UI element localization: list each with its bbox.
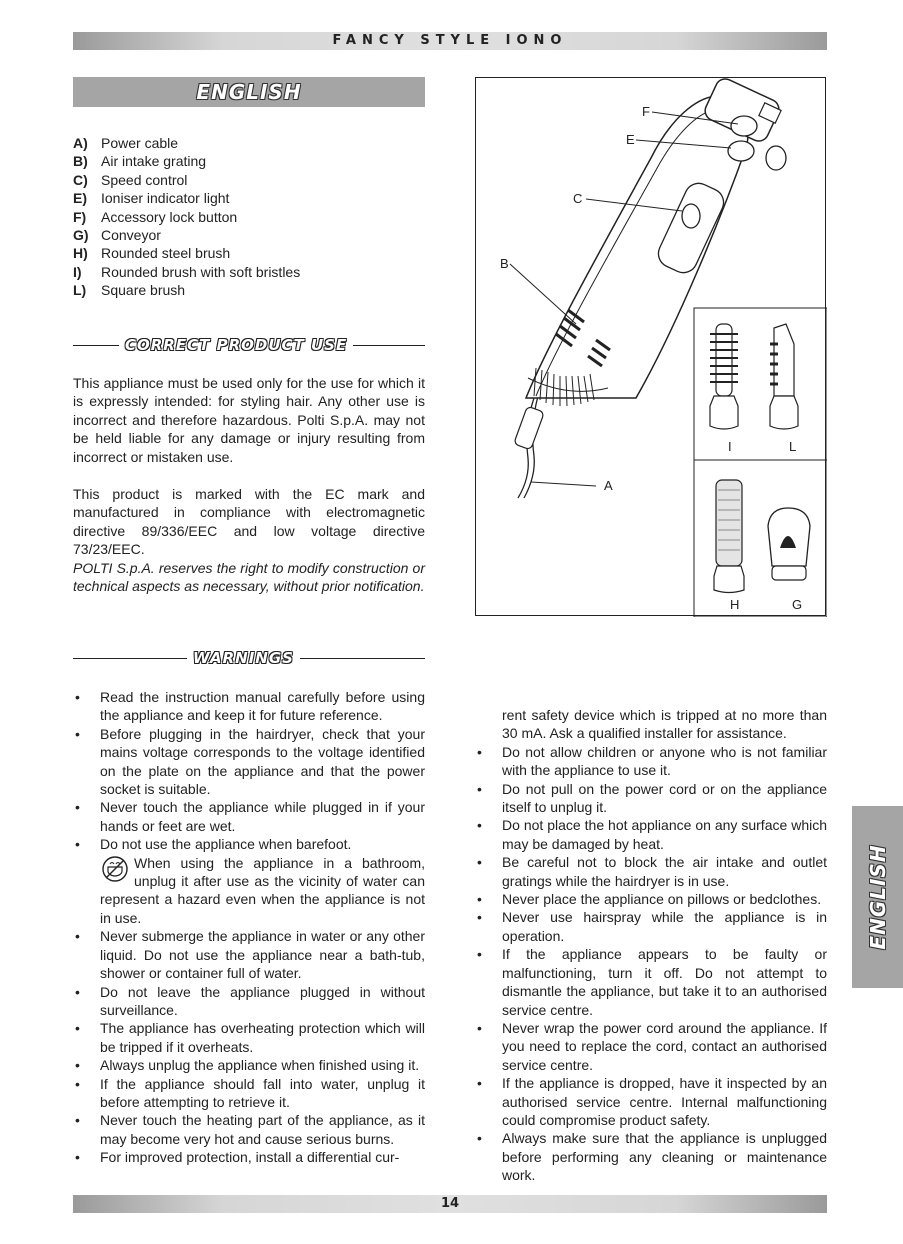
document-title: FANCY STYLE IONO xyxy=(332,33,568,48)
square-brush-shape xyxy=(770,324,798,429)
list-item: • Be careful not to block the air intake and outlet gratings while the hairdryer is in use. xyxy=(475,853,827,890)
label-f: F xyxy=(642,104,650,119)
list-item: • If the appliance is dropped, have it inspected by an authorised service centre. Internal malfunctioning could compromise product safety. xyxy=(475,1074,827,1129)
list-item: • Do not place the hot appliance on any surface which may be damaged by heat. xyxy=(475,816,827,853)
correct-use-paragraph-1: This appliance must be used only for the use for which it is expressly intended: for styling hair. Any other use is incorrect and therefore hazardous. Polti S.p.A. may not be held liable for any damage or injury resulting from incorrect or mistaken use. xyxy=(73,375,425,465)
product-diagram xyxy=(475,77,826,616)
part-key: B) xyxy=(73,153,88,170)
list-item: • If the appliance should fall into water, unplug it before attempting to retrieve it. xyxy=(73,1075,425,1112)
part-label: Rounded brush with soft bristles xyxy=(101,263,301,280)
warnings-list-right xyxy=(475,706,827,1185)
part-key: C) xyxy=(73,171,88,188)
language-heading: ENGLISH xyxy=(73,77,425,107)
list-item xyxy=(73,208,300,226)
bathroom-warning-text: When using the appliance in a bathroom, unplug it after use as the vicinity of water can represent a hazard even when the appliance is not in use. xyxy=(100,854,425,926)
part-label: Ioniser indicator light xyxy=(101,190,230,207)
warnings-list-left xyxy=(73,688,425,1167)
conveyor-nozzle-shape xyxy=(768,508,810,580)
part-key: I) xyxy=(73,263,82,280)
polti-disclaimer: POLTI S.p.A. reserves the right to modify construction or technical aspects as necessary, without prior notification. xyxy=(73,560,425,595)
list-item: • Do not use the appliance when barefoot. xyxy=(73,835,425,853)
correct-use-title: CORRECT PRODUCT USE xyxy=(125,336,348,354)
part-key: H) xyxy=(73,245,88,262)
list-item: • Never touch the appliance while plugged in if your hands or feet are wet. xyxy=(73,798,425,835)
part-key: L) xyxy=(73,282,87,299)
list-item: • Do not pull on the power cord or on the appliance itself to unplug it. xyxy=(475,780,827,817)
language-side-tab xyxy=(852,806,903,988)
label-g: G xyxy=(792,597,803,612)
warnings-heading xyxy=(73,649,425,667)
side-tab-label: ENGLISH xyxy=(865,844,890,950)
label-e: E xyxy=(626,132,635,147)
part-key: A) xyxy=(73,135,88,151)
list-item: • Before plugging in the hairdryer, check that your mains voltage corresponds to the voltage identified on the plate on the appliance and that the power socket is suitable. xyxy=(73,725,425,799)
part-key: E) xyxy=(73,190,87,207)
list-item-continuation: rent safety device which is tripped at no more than 30 mA. Ask a qualified installer for assistance. xyxy=(502,707,827,742)
list-item xyxy=(73,152,300,170)
correct-use-paragraph-2: This product is marked with the EC mark and manufactured in compliance with electromagnetic directive 89/336/EEC and low voltage directive 73/23/EEC. xyxy=(73,486,425,558)
part-key: F) xyxy=(73,208,87,225)
list-item: • Never place the appliance on pillows or bedclothes. xyxy=(475,890,827,908)
list-item: • Never use hairspray while the appliance is in operation. xyxy=(475,908,827,945)
document-header-bar xyxy=(73,32,827,50)
list-item: • Always unplug the appliance when finished using it. xyxy=(73,1056,425,1074)
no-water-icon xyxy=(100,854,130,884)
part-key: G) xyxy=(73,227,89,244)
part-label: Power cable xyxy=(101,135,179,151)
part-label: Speed control xyxy=(101,171,188,188)
styler-body-shape xyxy=(526,96,748,398)
list-item: • Read the instruction manual carefully before using the appliance and keep it for future reference. xyxy=(73,688,425,725)
part-label: Square brush xyxy=(101,282,186,299)
soft-bristle-brush-shape xyxy=(710,324,738,429)
page-number: 14 xyxy=(440,1196,460,1211)
bathroom-warning xyxy=(73,854,425,928)
part-label: Accessory lock button xyxy=(101,208,238,225)
label-c: C xyxy=(573,191,583,206)
part-label: Air intake grating xyxy=(101,153,207,170)
part-label: Conveyor xyxy=(101,227,161,244)
rounded-steel-brush-shape xyxy=(714,480,744,593)
label-a: A xyxy=(604,478,613,493)
label-b: B xyxy=(500,256,509,271)
list-item xyxy=(73,226,300,244)
list-item: • Never touch the heating part of the appliance, as it may become very hot and cause serious burns. xyxy=(73,1111,425,1148)
label-l: L xyxy=(789,439,797,454)
list-item: • Always make sure that the appliance is unplugged before performing any cleaning or maintenance work. xyxy=(475,1129,827,1184)
list-item: • If the appliance appears to be faulty or malfunctioning, turn it off. Do not attempt to dismantle the appliance, but take it to an authorised service centre. xyxy=(475,945,827,1019)
list-item xyxy=(73,281,300,299)
list-item xyxy=(73,189,300,207)
label-h: H xyxy=(730,597,740,612)
list-item: • Never submerge the appliance in water or any other liquid. Do not use the appliance near a bath-tub, shower or container full of water. xyxy=(73,927,425,982)
part-label: Rounded steel brush xyxy=(101,245,231,262)
warnings-title: WARNINGS xyxy=(193,649,294,667)
list-item: • The appliance has overheating protection which will be tripped if it overheats. xyxy=(73,1019,425,1056)
document-footer-bar xyxy=(73,1195,827,1213)
hair-styler-illustration xyxy=(476,78,827,617)
list-item xyxy=(73,134,300,152)
list-item xyxy=(73,263,300,281)
list-item xyxy=(73,244,300,262)
parts-list xyxy=(73,134,300,300)
list-item xyxy=(73,171,300,189)
correct-use-heading xyxy=(73,336,425,354)
list-item: • For improved protection, install a differential cur- xyxy=(73,1148,425,1166)
list-item: • Never wrap the power cord around the appliance. If you need to replace the cord, contact an authorised service centre. xyxy=(475,1019,827,1074)
label-i: I xyxy=(728,439,732,454)
list-item: • Do not leave the appliance plugged in without surveillance. xyxy=(73,983,425,1020)
list-item: • Do not allow children or anyone who is not familiar with the appliance to use it. xyxy=(475,743,827,780)
